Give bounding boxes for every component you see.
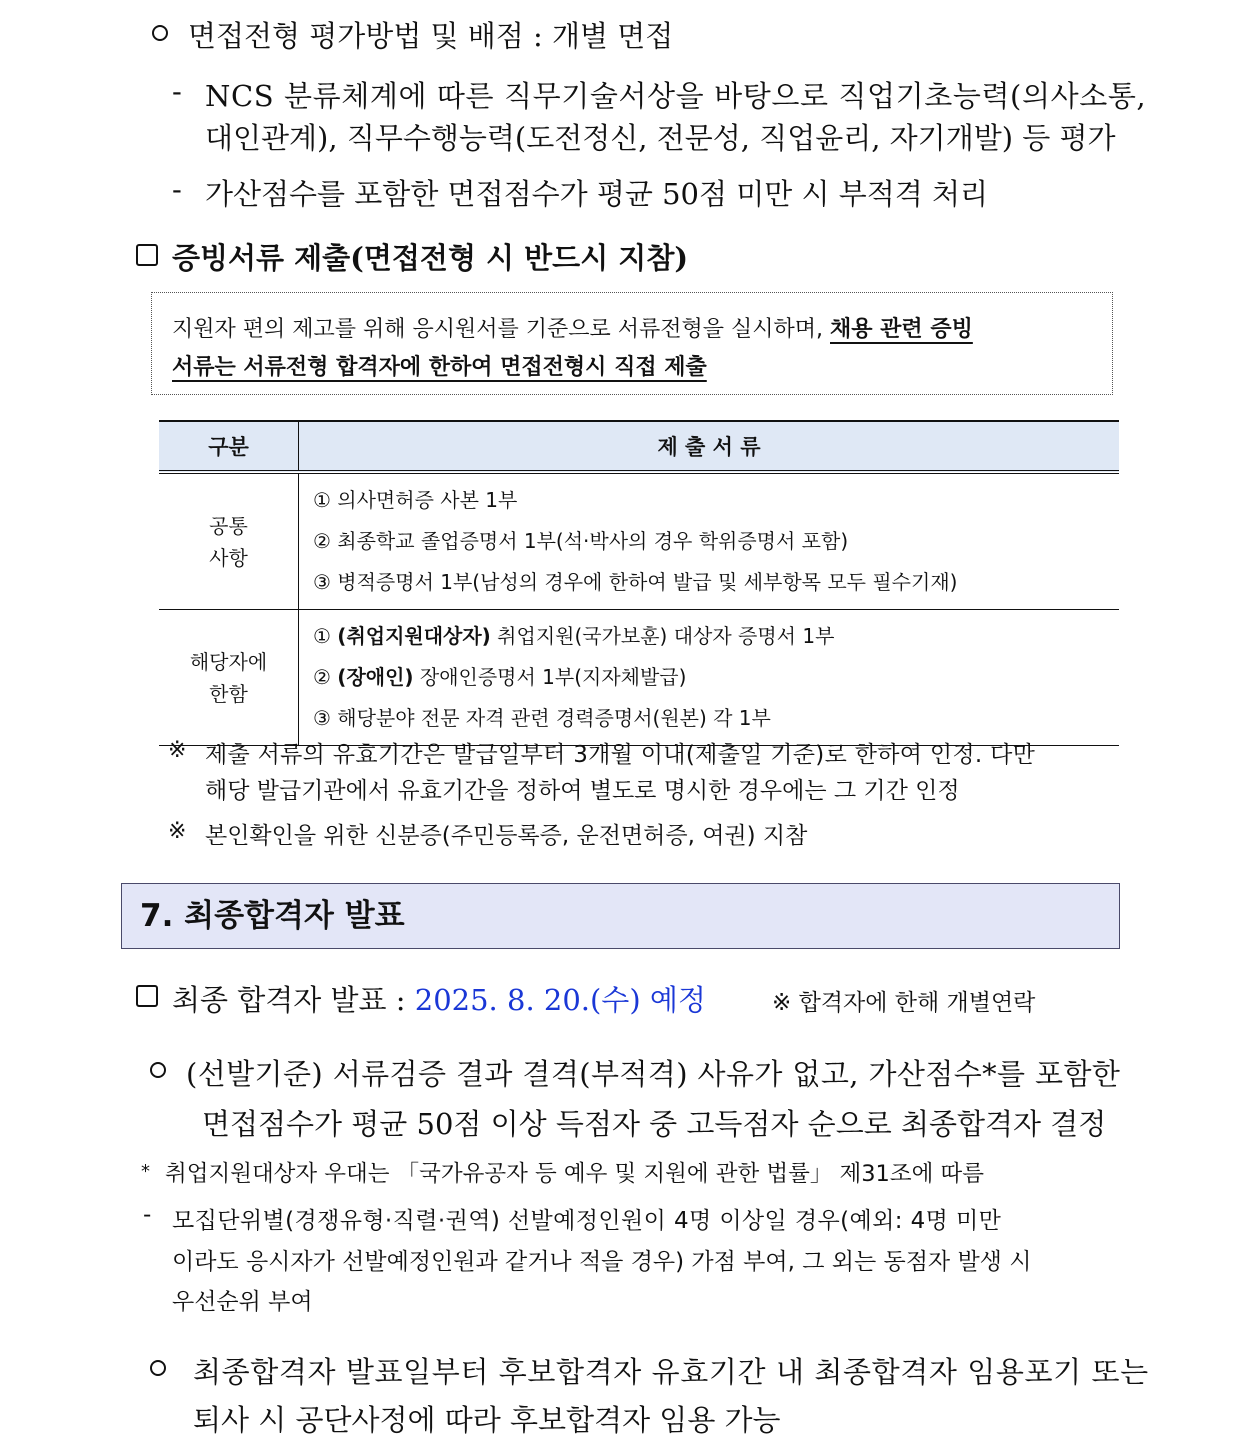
item-emphasis: (취업지원대상자) [337,624,491,648]
header-category: 구분 [159,421,299,472]
section-7-title: 7. 최종합격자 발표 [121,883,1120,949]
announce-date: 2025. 8. 20.(수) 예정 [414,983,706,1017]
item-number: ① [313,624,331,648]
id-card-note: 본인확인을 위한 신분증(주민등록증, 운전면허증, 여권) 지참 [205,823,808,849]
footnote-asterisk: * [141,1161,150,1182]
item-number: ② [313,665,331,689]
documents-table [159,420,1119,746]
list-item: ① 의사면허증 사본 1부 [313,488,518,512]
square-bullet-icon [136,985,158,1007]
footnote: 취업지원대상자 우대는 「국가유공자 등 예우 및 지원에 관한 법률」 제31조에 따름 [165,1161,984,1187]
reserve-line-2: 퇴사 시 공단사정에 따라 후보합격자 임용 가능 [193,1403,781,1437]
circle-bullet-icon [152,25,168,41]
list-item [313,698,1119,739]
category-applicable [159,610,299,746]
ncs-line-1 [205,74,1147,115]
reserve-line-1-text: 최종합격자 발표일부터 후보합격자 유효기간 내 최종합격자 임용포기 또는 [193,1355,1149,1389]
interview-eval-heading: 면접전형 평가방법 및 배점 : 개별 면접 [188,19,674,53]
circle-bullet-icon [150,1062,166,1078]
category-common [159,472,299,610]
dash: - [172,74,182,108]
item-text: 해당분야 전문 자격 관련 경력증명서(원본) 각 1부 [330,706,771,730]
item-text: 장애인증명서 1부(지자체발급) [413,665,687,689]
criteria-line-1 [186,1052,1121,1093]
validity-line-2: 해당 발급기관에서 유효기간을 정하여 별도로 명시한 경우에는 그 기간 인정 [205,778,960,804]
criteria-line-2: 면접점수가 평균 50점 이상 득점자 중 고득점자 순으로 최종합격자 결정 [202,1107,1107,1141]
bonus-line-2 [172,1243,1121,1276]
bonus-line-1 [172,1202,1121,1235]
criteria-line-1-text: (선발기준) 서류검증 결과 결격(부적격) 사유가 없고, 가산점수*를 포함한 [186,1057,1121,1091]
notice-emphasis-1: 채용 관련 증빙 [830,317,973,342]
notice-plain: 지원자 편의 제고를 위해 응시원서를 기준으로 서류전형을 실시하며, [172,317,830,342]
dash: - [143,1202,152,1228]
list-item [313,616,1119,657]
bonus-line-2-text: 이라도 응시자가 선발예정인원과 같거나 적을 경우) 가점 부여, 그 외는 동점자 발생 시 [172,1249,1032,1275]
reference-mark: ※ [168,819,187,844]
reserve-line-1 [193,1350,1149,1391]
square-bullet-icon [136,244,158,266]
item-text: 취업지원(국가보훈) 대상자 증명서 1부 [490,624,835,648]
table-row-applicable [159,610,1119,746]
common-items [299,472,1120,610]
ncs-line-2: 대인관계), 직무수행능력(도전정신, 전문성, 직업윤리, 자기개발) 등 평가 [205,121,1116,155]
fail-rule: 가산점수를 포함한 면접점수가 평균 50점 미만 시 부적격 처리 [205,177,988,211]
notice-line-2 [172,350,707,381]
validity-line-1 [205,736,1120,769]
header-documents: 제 출 서 류 [299,421,1120,472]
validity-line-1-text: 제출 서류의 유효기간은 발급일부터 3개월 이내(제출일 기준)로 한하여 인정. 다만 [205,742,1036,768]
bonus-line-3: 우선순위 부여 [172,1289,313,1315]
table-row-common [159,472,1119,610]
category-label: 공통 [209,513,248,538]
reference-mark: ※ [168,738,187,763]
list-item: ③ 병적증명서 1부(남성의 경우에 한하여 발급 및 세부항목 모두 필수기재) [313,570,958,594]
documents-heading: 증빙서류 제출(면접전형 시 반드시 지참) [172,241,689,275]
item-number: ③ [313,706,331,730]
applicable-items [299,610,1120,746]
notice-emphasis-2: 서류는 서류전형 합격자에 한하여 면접전형시 직접 제출 [172,355,707,380]
announce-line [172,978,706,1019]
dash: - [172,172,182,206]
category-label: 한함 [209,681,248,706]
notice-line-1 [172,312,973,343]
list-item: ② 최종학교 졸업증명서 1부(석·박사의 경우 학위증명서 포함) [313,529,849,553]
ncs-line-1-text: NCS 분류체계에 따른 직무기술서상을 바탕으로 직업기초능력(의사소통, [205,79,1147,113]
announce-note: ※ 합격자에 한해 개별연락 [772,990,1036,1016]
circle-bullet-icon [150,1360,166,1376]
table-header-row [159,421,1119,472]
category-label: 해당자에 [189,649,268,674]
announce-label: 최종 합격자 발표 : [172,983,415,1017]
bonus-line-1-text: 모집단위별(경쟁유형·직렬·권역) 선발예정인원이 4명 이상일 경우(예외: 4명 미만 [172,1208,1002,1234]
category-label: 사항 [209,545,248,570]
list-item [313,657,1119,698]
item-emphasis: (장애인) [337,665,414,689]
